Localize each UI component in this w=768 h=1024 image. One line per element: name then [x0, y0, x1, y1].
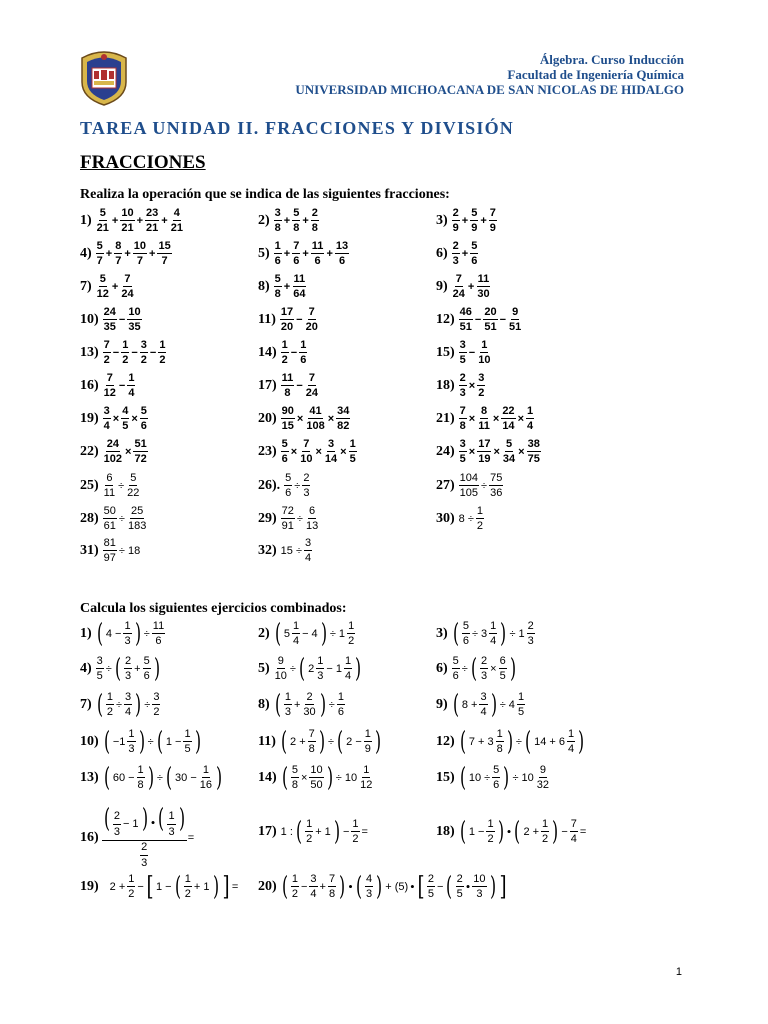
exercise-number: 14) — [258, 769, 277, 785]
exercise-number: 11) — [258, 733, 276, 749]
combined-exercise-19: 19) 2 + $\frac{1}{2}$ − [ 1 − ( $\frac{1}{2}$ + 1 ) ] = — [80, 871, 239, 902]
exercise-6: 6) $\frac{2}{3}$ + $\frac{5}{6}$ — [436, 240, 478, 267]
exercise-number: 4) — [80, 245, 92, 261]
exercise-number: 23) — [258, 443, 277, 459]
exercise-number: 3) — [436, 625, 448, 641]
course-name: Álgebra. Curso Inducción — [539, 52, 684, 67]
exercise-number: 2) — [258, 625, 270, 641]
exercise-32: 32) 15 ÷ $\frac{3}{4}$ — [258, 537, 312, 564]
exercise-26: 26). $\frac{5}{6}$ ÷ $\frac{2}{3}$ — [258, 472, 310, 499]
exercise-number: 29) — [258, 510, 277, 526]
combined-exercise-7: 7) ( $\frac{1}{2}$ ÷ $\frac{3}{4}$ ) ÷ $\frac{3}{2}$ — [80, 689, 160, 720]
combined-exercise-17: 17) 1 : ( $\frac{1}{2}$ + 1 ) − $\frac{1}{2}$ = — [258, 816, 368, 847]
exercise-30: 30) 8 ÷ $\frac{1}{2}$ — [436, 505, 484, 532]
exercise-number: 24) — [436, 443, 455, 459]
exercise-number: 2) — [258, 212, 270, 228]
exercise-5: 5) $\frac{1}{6}$ + $\frac{7}{6}$ + $\frac{11}{6}$ + $\frac{13}{6}$ — [258, 240, 349, 267]
combined-exercise-8: 8) ( $\frac{1}{3}$ + $\frac{2}{30}$ ) ÷ $\frac{1}{6}$ — [258, 689, 344, 720]
exercise-27: 27) $\frac{104}{105}$ ÷ $\frac{75}{36}$ — [436, 472, 503, 499]
exercise-number: 17) — [258, 377, 277, 393]
exercise-number: 4) — [80, 660, 92, 676]
exercise-3: 3) $\frac{2}{9}$ + $\frac{5}{9}$ + $\frac{7}{9}$ — [436, 207, 496, 234]
combined-exercise-15: 15) ( 10 ÷ $\frac{5}{6}$ ) ÷ 10 $\frac{9}{32}$ — [436, 762, 550, 793]
exercise-number: 21) — [436, 410, 455, 426]
exercise-9: 9) $\frac{7}{24}$ + $\frac{11}{30}$ — [436, 273, 490, 300]
exercise-16: 16) $\frac{7}{12}$ − $\frac{1}{4}$ — [80, 372, 135, 399]
exercise-25: 25) $\frac{6}{11}$ ÷ $\frac{5}{22}$ — [80, 472, 140, 499]
exercise-number: 8) — [258, 278, 270, 294]
exercise-number: 26). — [258, 477, 281, 493]
combined-exercise-10: 10) ( −1 $\frac{1}{3}$ ) ÷ ( 1 − $\frac{1}{5}$ ) — [80, 726, 201, 757]
exercise-number: 13) — [80, 344, 99, 360]
exercise-19: 19) $\frac{3}{4}$ × $\frac{4}{5}$ × $\frac{5}{6}$ — [80, 405, 147, 432]
exercise-number: 25) — [80, 477, 99, 493]
document-header — [295, 52, 684, 97]
exercise-number: 18) — [436, 377, 455, 393]
exercise-1: 1) $\frac{5}{21}$ + $\frac{10}{21}$ + $\frac{23}{21}$ + $\frac{4}{21}$ — [80, 207, 183, 234]
exercise-15: 15) $\frac{3}{5}$ − $\frac{1}{10}$ — [436, 339, 491, 366]
exercise-number: 19) — [80, 878, 99, 894]
exercise-12: 12) $\frac{46}{51}$ − $\frac{20}{51}$ − $\frac{9}{51}$ — [436, 306, 522, 333]
combined-exercise-18: 18) ( 1 − $\frac{1}{2}$ ) • ( 2 + $\frac{1}{2}$ ) − $\frac{7}{4}$ = — [436, 816, 587, 847]
exercise-number: 5) — [258, 660, 270, 676]
combined-exercise-2: 2) ( 5 $\frac{1}{4}$ − 4 ) ÷ 1 $\frac{1}{2}$ — [258, 618, 355, 649]
exercise-4: 4) $\frac{5}{7}$ + $\frac{8}{7}$ + $\frac{10}{7}$ + $\frac{15}{7}$ — [80, 240, 171, 267]
combined-exercise-4: 4) $\frac{3}{5}$ ÷ ( $\frac{2}{3}$ + $\frac{5}{6}$ ) — [80, 653, 160, 684]
exercise-28: 28) $\frac{50}{61}$ ÷ $\frac{25}{183}$ — [80, 505, 147, 532]
exercise-number: 3) — [436, 212, 448, 228]
exercise-number: 9) — [436, 278, 448, 294]
exercise-20: 20) $\frac{90}{15}$ × $\frac{41}{108}$ × $\frac{34}{82}$ — [258, 405, 350, 432]
combined-exercise-13: 13) ( 60 − $\frac{1}{8}$ ) ÷ ( 30 − $\frac{1}{16}$ ) — [80, 762, 223, 793]
exercise-number: 12) — [436, 311, 455, 327]
page-number: 1 — [675, 966, 682, 978]
exercise-number: 18) — [436, 823, 455, 839]
exercise-31: 31) $\frac{81}{97}$ ÷ 18 — [80, 537, 141, 564]
combined-exercise-16: 16) ( $\frac{2}{3}$ − 1 ) • ( $\frac{1}{3}$ ) $\frac{2}{3}$ = — [80, 804, 195, 870]
exercise-number: 12) — [436, 733, 455, 749]
exercise-10: 10) $\frac{24}{35}$ − $\frac{10}{35}$ — [80, 306, 141, 333]
exercise-11: 11) $\frac{17}{20}$ − $\frac{7}{20}$ — [258, 306, 318, 333]
exercise-number: 7) — [80, 696, 92, 712]
exercise-29: 29) $\frac{72}{91}$ ÷ $\frac{6}{13}$ — [258, 505, 319, 532]
combined-exercise-20: 20) ( $\frac{1}{2}$ − $\frac{3}{4}$ + $\frac{7}{8}$ ) • ( $\frac{4}{3}$ ) + (5) • [ $\frac{2}{5}$ − ( $\frac{2}{5}$ • $\frac{10}{3}$ ) ] — [258, 871, 507, 902]
assignment-title: TAREA UNIDAD II. FRACCIONES Y DIVISIÓN — [80, 118, 514, 138]
exercise-number: 15) — [436, 344, 455, 360]
combined-exercise-6: 6) $\frac{5}{6}$ ÷ ( $\frac{2}{3}$ × $\frac{6}{5}$ ) — [436, 653, 516, 684]
exercise-number: 8) — [258, 696, 270, 712]
exercise-number: 13) — [80, 769, 99, 785]
combined-exercise-9: 9) ( 8 + $\frac{3}{4}$ ) ÷ 4 $\frac{1}{5}$ — [436, 689, 525, 720]
combined-exercise-14: 14) ( $\frac{5}{8}$ × $\frac{10}{50}$ ) ÷ 10 $\frac{1}{12}$ — [258, 762, 373, 793]
exercise-8: 8) $\frac{5}{8}$ + $\frac{11}{64}$ — [258, 273, 306, 300]
exercise-21: 21) $\frac{7}{8}$ × $\frac{8}{11}$ × $\frac{22}{14}$ × $\frac{1}{4}$ — [436, 405, 534, 432]
exercise-number: 5) — [258, 245, 270, 261]
exercise-number: 16) — [80, 377, 99, 393]
faculty-name: Facultad de Ingeniería Química — [507, 67, 684, 82]
exercise-22: 22) $\frac{24}{102}$ × $\frac{51}{72}$ — [80, 438, 147, 465]
exercise-number: 10) — [80, 311, 99, 327]
exercise-14: 14) $\frac{1}{2}$ − $\frac{1}{6}$ — [258, 339, 307, 366]
exercise-number: 9) — [436, 696, 448, 712]
combined-exercise-11: 11) ( 2 + $\frac{7}{8}$ ) ÷ ( 2 − $\frac{1}{9}$ ) — [258, 726, 381, 757]
exercise-number: 30) — [436, 510, 455, 526]
exercise-24: 24) $\frac{3}{5}$ × $\frac{17}{19}$ × $\frac{5}{34}$ × $\frac{38}{75}$ — [436, 438, 540, 465]
exercise-number: 7) — [80, 278, 92, 294]
exercise-number: 15) — [436, 769, 455, 785]
instruction-combined: Calcula los siguientes ejercicios combinados: — [80, 601, 347, 616]
exercise-2: 2) $\frac{3}{8}$ + $\frac{5}{8}$ + $\frac{2}{8}$ — [258, 207, 318, 234]
exercise-number: 1) — [80, 212, 92, 228]
exercise-number: 10) — [80, 733, 99, 749]
combined-exercise-3: 3) ( $\frac{5}{6}$ ÷ 3 $\frac{1}{4}$ ) ÷ 1 $\frac{2}{3}$ — [436, 618, 534, 649]
section-heading: FRACCIONES — [80, 152, 206, 173]
exercise-number: 20) — [258, 410, 277, 426]
exercise-number: 6) — [436, 660, 448, 676]
exercise-number: 28) — [80, 510, 99, 526]
instruction-fractions: Realiza la operación que se indica de las siguientes fracciones: — [80, 187, 450, 202]
university-name: UNIVERSIDAD MICHOACANA DE SAN NICOLAS DE HIDALGO — [295, 82, 684, 97]
university-crest-logo — [76, 48, 132, 106]
exercise-number: 31) — [80, 542, 99, 558]
combined-exercise-1: 1) ( 4 − $\frac{1}{3}$ ) ÷ $\frac{11}{6}$ — [80, 618, 165, 649]
exercise-18: 18) $\frac{2}{3}$ × $\frac{3}{2}$ — [436, 372, 485, 399]
exercise-number: 1) — [80, 625, 92, 641]
exercise-number: 6) — [436, 245, 448, 261]
exercise-7: 7) $\frac{5}{12}$ + $\frac{7}{24}$ — [80, 273, 134, 300]
exercise-number: 27) — [436, 477, 455, 493]
exercise-17: 17) $\frac{11}{8}$ − $\frac{7}{24}$ — [258, 372, 318, 399]
combined-exercise-5: 5) $\frac{9}{10}$ ÷ ( 2 $\frac{1}{3}$ − 1 $\frac{1}{4}$ ) — [258, 653, 362, 684]
exercise-number: 11) — [258, 311, 276, 327]
combined-exercise-12: 12) ( 7 + 3 $\frac{1}{8}$ ) ÷ ( 14 + 6 $\frac{1}{4}$ ) — [436, 726, 585, 757]
exercise-23: 23) $\frac{5}{6}$ × $\frac{7}{10}$ × $\frac{3}{14}$ × $\frac{1}{5}$ — [258, 438, 356, 465]
exercise-number: 17) — [258, 823, 277, 839]
exercise-number: 20) — [258, 878, 277, 894]
exercise-13: 13) $\frac{7}{2}$ − $\frac{1}{2}$ − $\frac{3}{2}$ − $\frac{1}{2}$ — [80, 339, 166, 366]
exercise-number: 16) — [80, 829, 99, 845]
exercise-number: 22) — [80, 443, 99, 459]
exercise-number: 19) — [80, 410, 99, 426]
exercise-number: 32) — [258, 542, 277, 558]
exercise-number: 14) — [258, 344, 277, 360]
